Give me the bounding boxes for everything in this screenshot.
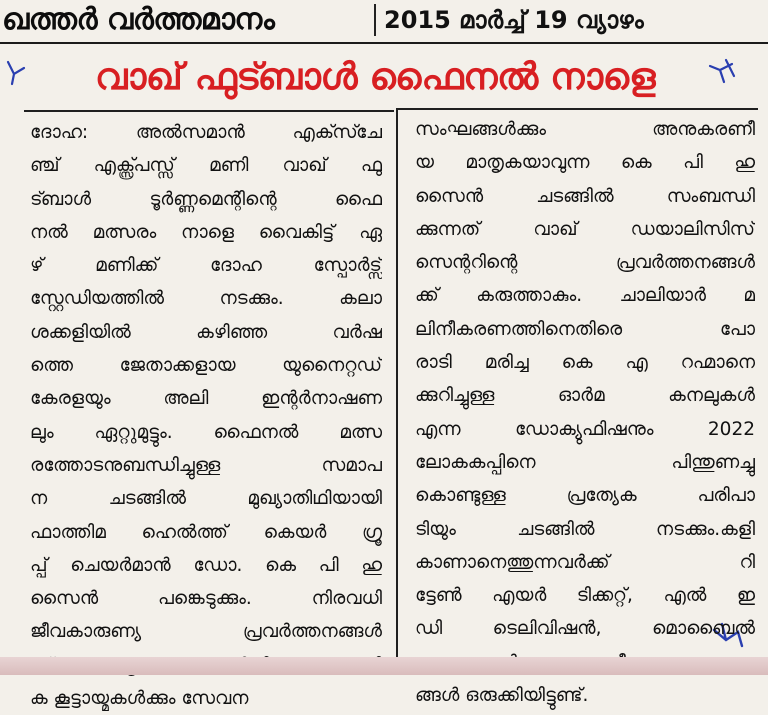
article-line: ട്ബാൾ ടൂർണ്ണമെന്റിന്റെ ഫൈ [30, 188, 382, 210]
masthead-divider [374, 4, 376, 36]
article-line: ദോഹ: അൽസമാൻ എക്സ്ചേ [30, 122, 382, 143]
masthead [0, 0, 768, 44]
article-column-left [30, 116, 382, 715]
article-line: ന ചടങ്ങിൽ മുഖ്യാതിഥിയായി [30, 488, 382, 510]
article-line: ഞ്ച് എക്സ്പ്രസ്സ് മണി വാഖ് ഫു [30, 155, 382, 177]
article-column-right [415, 113, 755, 712]
article-line: ഫാത്തിമ ഹെൽത്ത് കെയർ ഗ്രൂ [30, 521, 382, 543]
paper-name: ഖത്തർ വർത്തമാനം [2, 2, 275, 37]
article-line: ത്തെ ജേതാക്കളായ യുനൈറ്റഡ് [30, 355, 382, 377]
article-line: ക്കുറിച്ചുള്ള ഓർമ കനലുകൾ [415, 385, 755, 407]
article-line: ഡി ടെലിവിഷൻ, മൊബൈൽ [415, 618, 755, 640]
column-divider [396, 108, 398, 658]
headline-rule [24, 110, 394, 112]
article-line: രാടി മരിച്ച കെ എ റഹ്മാനെ [415, 352, 755, 374]
headline: വാഖ് ഫുട്ബാൾ ഫൈനൽ നാളെ [94, 55, 655, 98]
article-line: പ്പ് ചെയർമാൻ ഡോ. കെ പി ഹു [30, 554, 382, 576]
article-line: ക്ക് കരുത്താകും. ചാലിയാർ മ [415, 285, 755, 307]
article-line: സെന്ററിന്റെ പ്രവർത്തനങ്ങൾ [415, 252, 755, 274]
pen-check-mark-icon [2, 58, 32, 88]
article-line: ട്ടേൺ എയർ ടിക്കറ്റ്, എൽ ഇ [415, 585, 755, 607]
article-line: സൈൻ ചടങ്ങിൽ സംബന്ധി [415, 185, 755, 207]
article-line: കേരളയും അലി ഇന്റർനാഷണ [30, 388, 382, 410]
article-line: സ്റ്റേഡിയത്തിൽ നടക്കും. കലാ [30, 288, 382, 310]
article-line: ടിയും ചടങ്ങിൽ നടക്കും.കളി [415, 518, 755, 540]
article-line: ലോകകപ്പിനെ പിന്തുണച്ചു [415, 451, 755, 473]
article-line: ശക്കളിയിൽ കഴിഞ്ഞ വർഷ [30, 321, 382, 343]
article-line: രത്തോടനുബന്ധിച്ചുള്ള സമാപ [30, 454, 382, 476]
article-line: ക്കുന്നത് വാഖ് ഡയാലിസിസ് [415, 218, 755, 240]
article-line: ങ്ങൾ ഒരുക്കിയിട്ടുണ്ട്. [415, 685, 589, 707]
article-line: സംഘങ്ങൾക്കും അനുകരണീ [415, 119, 755, 140]
article-line: നൽ മത്സരം നാളെ വൈകിട്ട് ഏ [30, 221, 382, 243]
article-line: ലും ഏറ്റുമുട്ടും. ഫൈനൽ മത്സ [30, 421, 382, 443]
article-line: എന്ന ഡോക്യുഫിഷനും 2022 [415, 418, 755, 440]
article-line: യ മാതൃകയാവുന്ന കെ പി ഹു [415, 152, 755, 174]
article-line: കാണാനെത്തുന്നവർക്ക് റി [415, 551, 755, 573]
article-line: ലിനീകരണത്തിനെതിരെ പോ [415, 318, 755, 340]
issue-date: 2015 മാർച്ച് 19 വ്യാഴം [384, 6, 644, 34]
article-line: ക കൂട്ടായ്മകൾക്കും സേവന [30, 688, 249, 710]
headline-rule [398, 108, 758, 110]
page-edge-strip [0, 657, 768, 675]
article-line: ഴ് മണിക്ക് ദോഹ സ്പോർട്സ് [30, 255, 382, 277]
article-line: ജീവകാരുണ്യ പ്രവർത്തനങ്ങൾ [30, 621, 382, 643]
article-line: കൊണ്ടുള്ള പ്രത്യേക പരിപാ [415, 485, 755, 507]
article-line: സൈൻ പങ്കെടുക്കും. നിരവധി [30, 588, 382, 610]
